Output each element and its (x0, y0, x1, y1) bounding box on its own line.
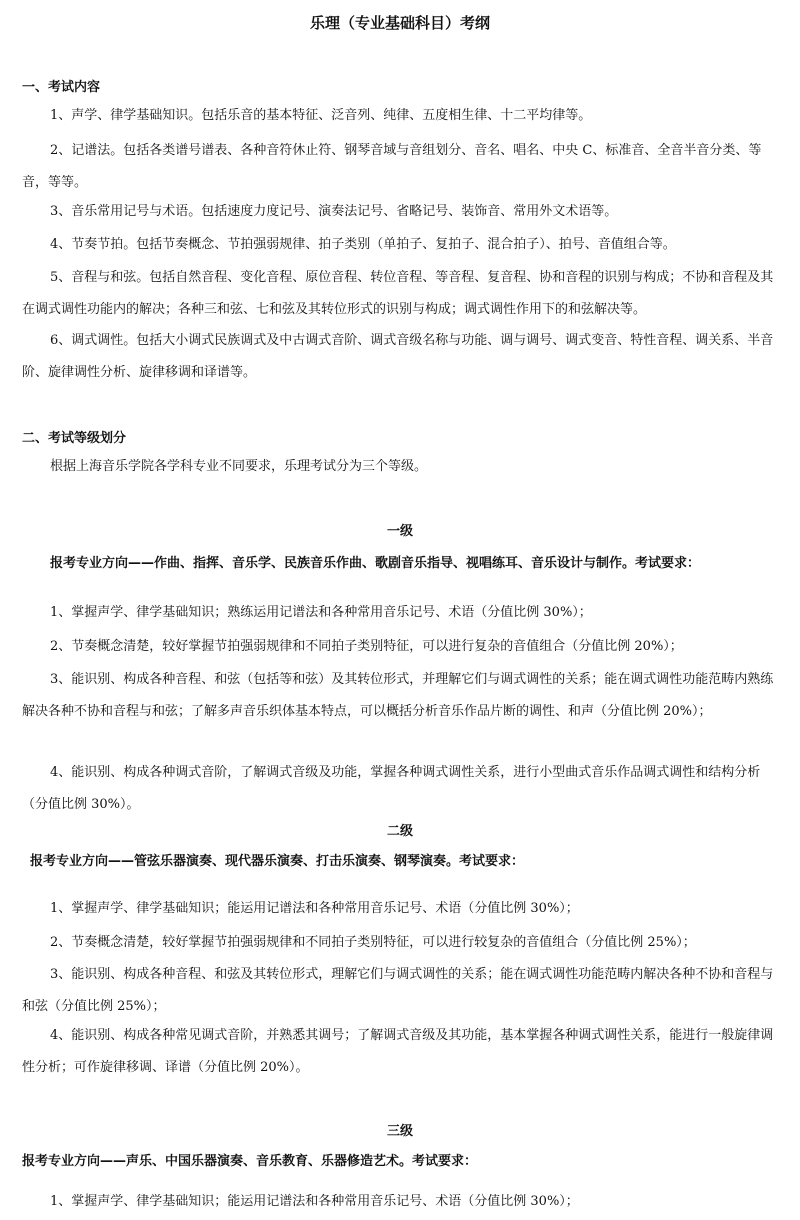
level-2-item-3: 3、能识别、构成各种音程、和弦及其转位形式，理解它们与调式调性的关系；能在调式调性功能范畴内解决各种不协和音程与和弦（分值比例 25%）； (22, 967, 774, 1014)
content-item-1: 1、声学、律学基础知识。包括乐音的基本特征、泛音列、纯律、五度相生律、十二平均律等。 (50, 108, 592, 123)
level-3-requirement: 报考专业方向——声乐、中国乐器演奏、音乐教育、乐器修造艺术。考试要求： (22, 1154, 478, 1169)
level-2-requirement: 报考专业方向——管弦乐器演奏、现代器乐演奏、打击乐演奏、钢琴演奏。考试要求： (30, 854, 525, 869)
content-item-6: 6、调式调性。包括大小调式民族调式及中古调式音阶、调式音级名称与功能、调与调号、调式变音、特性音程、调关系、半音阶、旋律调性分析、旋律移调和译谱等。 (22, 333, 774, 380)
level-1-item-2: 2、节奏概念清楚，较好掌握节拍强弱规律和不同拍子类别特征，可以进行复杂的音值组合（分值比例 20%）； (50, 639, 683, 654)
content-item-2: 2、记谱法。包括各类谱号谱表、各种音符休止符、钢琴音域与音组划分、音名、唱名、中央 C、标准音、全音半音分类、等音，等等。 (22, 143, 762, 190)
level-3-item-1: 1、掌握声学、律学基础知识；能运用记谱法和各种常用音乐记号、术语（分值比例 30%）； (50, 1194, 579, 1209)
level-2-item-4: 4、能识别、构成各种常见调式音阶，并熟悉其调号；了解调式音级及其功能，基本掌握各种调式调性关系，能进行一般旋律调性分析；可作旋律移调、译谱（分值比例 20%）。 (22, 1028, 774, 1075)
levels-intro: 根据上海音乐学院各学科专业不同要求，乐理考试分为三个等级。 (50, 459, 428, 474)
level-1-heading: 一级 (386, 524, 413, 539)
level-1-item-1: 1、掌握声学、律学基础知识；熟练运用记谱法和各种常用音乐记号、术语（分值比例 30%）； (50, 605, 592, 620)
level-2-item-2: 2、节奏概念清楚，较好掌握节拍强弱规律和不同拍子类别特征，可以进行较复杂的音值组合（分值比例 25%）； (50, 935, 696, 950)
content-item-3: 3、音乐常用记号与术语。包括速度力度记号、演奏法记号、省略记号、装饰音、常用外文术语等。 (50, 204, 618, 219)
section-heading-exam-levels: 二、考试等级划分 (22, 431, 127, 446)
level-2-heading: 二级 (386, 824, 413, 839)
level-1-item-4: 4、能识别、构成各种调式音阶，了解调式音级及功能，掌握各种调式调性关系，进行小型曲式音乐作品调式调性和结构分析（分值比例 30%）。 (22, 765, 761, 812)
content-item-4: 4、节奏节拍。包括节奏概念、节拍强弱规律、拍子类别（单拍子、复拍子、混合拍子）、拍号、音值组合等。 (50, 237, 676, 252)
level-3-heading: 三级 (386, 1124, 413, 1139)
content-item-5: 5、音程与和弦。包括自然音程、变化音程、原位音程、转位音程、等音程、复音程、协和音程的识别与构成；不协和音程及其在调式调性功能内的解决；各种三和弦、七和弦及其转位形式的识别与构成；调式调性作用下的和弦解决等。 (22, 270, 774, 317)
level-1-requirement: 报考专业方向——作曲、指挥、音乐学、民族音乐作曲、歌剧音乐指导、视唱练耳、音乐设计与制作。考试要求： (50, 556, 701, 571)
document-title: 乐理（专业基础科目）考纲 (309, 14, 490, 32)
level-1-item-3: 3、能识别、构成各种音程、和弦（包括等和弦）及其转位形式，并理解它们与调式调性的关系；能在调式调性功能范畴内熟练解决各种不协和音程与和弦；了解多声音乐织体基本特点，可以概括分析音乐作品片断的调性、和声（分值比例 20%）； (22, 672, 774, 719)
section-heading-exam-content: 一、考试内容 (22, 80, 101, 95)
level-2-item-1: 1、掌握声学、律学基础知识；能运用记谱法和各种常用音乐记号、术语（分值比例 30%）； (50, 901, 579, 916)
